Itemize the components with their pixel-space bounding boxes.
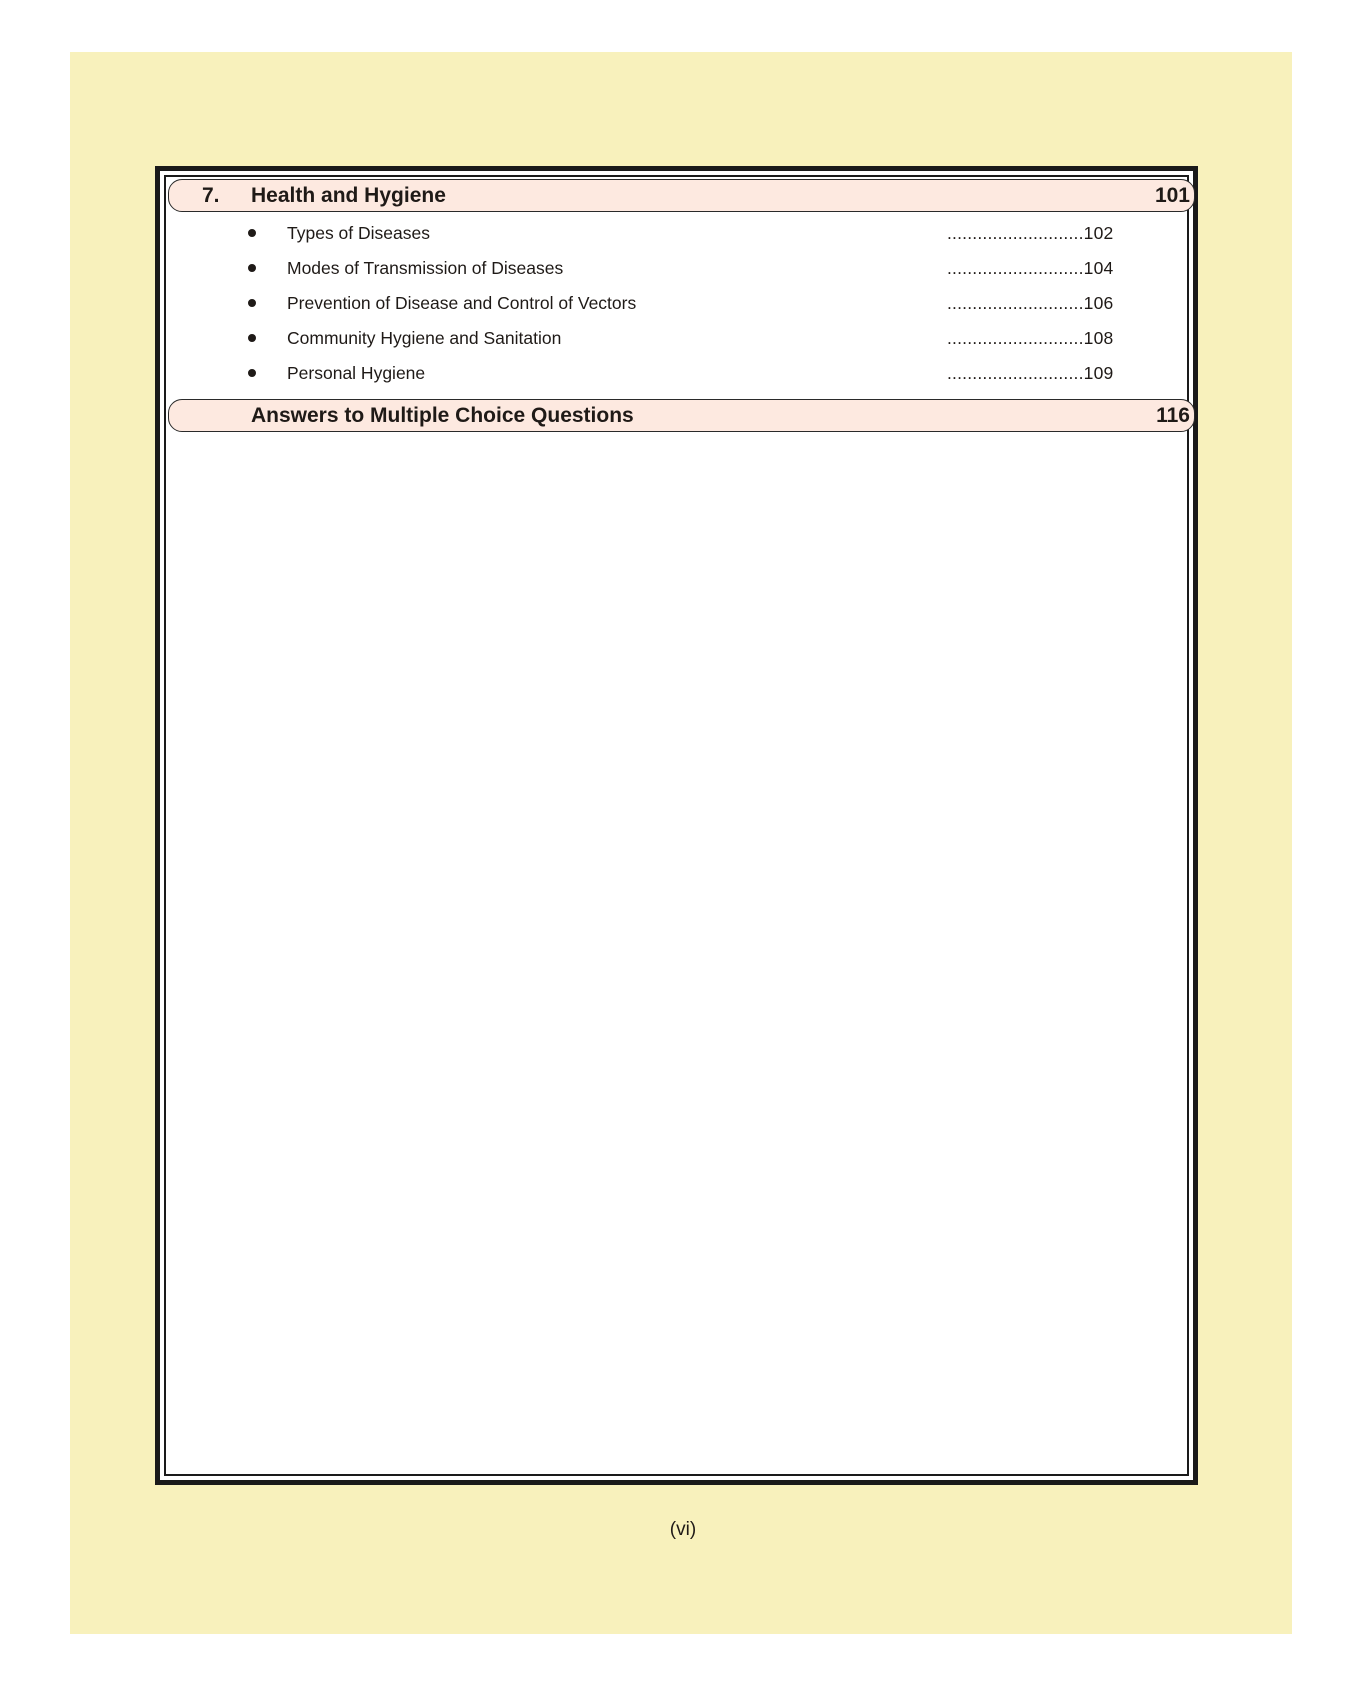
- topic-entry-prevention-of-disease[interactable]: [166, 293, 1197, 323]
- answers-title: Answers to Multiple Choice Questions: [251, 404, 634, 427]
- topic-label: Prevention of Disease and Control of Vectors: [287, 293, 637, 313]
- contents-frame: [155, 166, 1198, 1485]
- topic-entry-modes-of-transmission[interactable]: [166, 258, 1197, 288]
- topic-entry-personal-hygiene[interactable]: [166, 363, 1197, 393]
- topic-label: Personal Hygiene: [287, 363, 426, 383]
- bullet-icon: [248, 369, 256, 377]
- chapter-page-number: 101: [1154, 184, 1190, 207]
- topic-entry-community-hygiene[interactable]: [166, 328, 1197, 358]
- topic-page-leader: ...........................106: [947, 293, 1114, 313]
- topic-page-leader: ...........................104: [947, 258, 1114, 278]
- answers-heading-bar[interactable]: [168, 399, 1195, 432]
- topic-page-leader: ...........................108: [947, 328, 1114, 348]
- chapter-heading-bar[interactable]: [168, 179, 1195, 212]
- page-number-footer: (vi): [669, 1519, 697, 1540]
- contents-inner-frame: [164, 175, 1189, 1476]
- topic-label: Types of Diseases: [287, 223, 430, 243]
- topic-page-leader: ...........................109: [947, 363, 1114, 383]
- chapter-number: 7.: [202, 184, 220, 207]
- bullet-icon: [248, 264, 256, 272]
- topic-page-leader: ...........................102: [947, 223, 1114, 243]
- bullet-icon: [248, 299, 256, 307]
- topic-label: Community Hygiene and Sanitation: [287, 328, 562, 348]
- topic-label: Modes of Transmission of Diseases: [287, 258, 564, 278]
- topic-entry-types-of-diseases[interactable]: [166, 223, 1197, 253]
- answers-page-number: 116: [1156, 404, 1190, 427]
- bullet-icon: [248, 229, 256, 237]
- bullet-icon: [248, 334, 256, 342]
- chapter-title: Health and Hygiene: [251, 184, 446, 207]
- page-sheet: [70, 52, 1292, 1634]
